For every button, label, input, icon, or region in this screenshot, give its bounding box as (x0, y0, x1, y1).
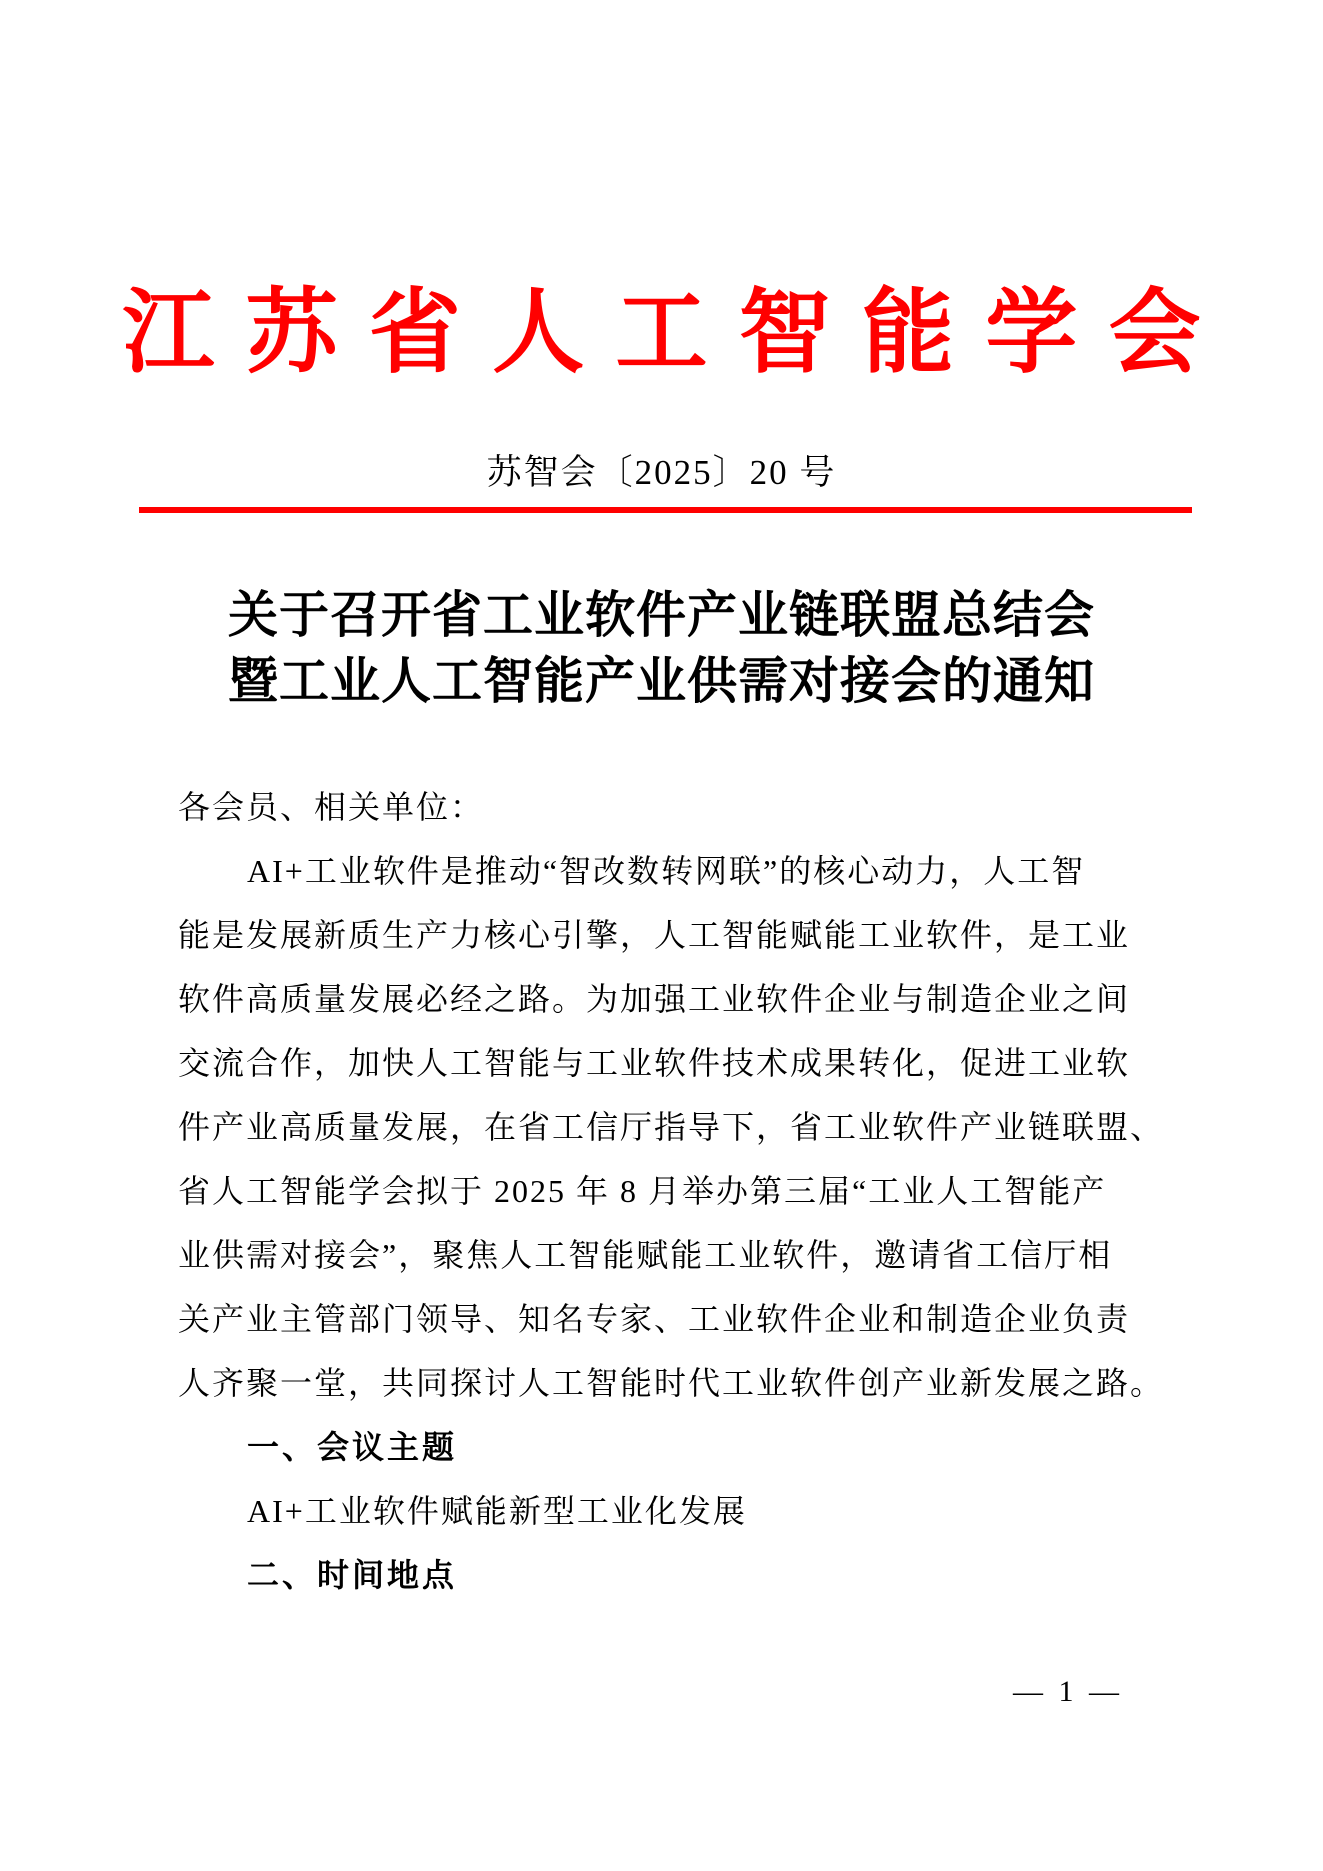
body-line: 人齐聚一堂，共同探讨人工智能时代工业软件创产业新发展之路。 (178, 1365, 1165, 1401)
section-heading-2: 二、时间地点 (247, 1557, 458, 1593)
body-line: AI+工业软件是推动“智改数转网联”的核心动力，人工智 (247, 853, 1086, 889)
salutation-line: 各会员、相关单位： (178, 789, 485, 825)
body-line: 能是发展新质生产力核心引擎，人工智能赋能工业软件，是工业 (178, 917, 1131, 953)
body-line: 关产业主管部门领导、知名专家、工业软件企业和制造企业负责 (178, 1301, 1131, 1337)
body-line: 软件高质量发展必经之路。为加强工业软件企业与制造企业之间 (178, 981, 1131, 1017)
page-number: — 1 — (1013, 1675, 1123, 1708)
doc-title-line-2: 暨工业人工智能产业供需对接会的通知 (228, 653, 1095, 709)
body-line: 业供需对接会”，聚焦人工智能赋能工业软件，邀请省工信厅相 (178, 1237, 1113, 1273)
doc-title-line-1: 关于召开省工业软件产业链联盟总结会 (228, 587, 1095, 643)
doc-number: 苏智会〔2025〕20 号 (486, 453, 837, 492)
body-text-block (178, 775, 1165, 1607)
section-1-content: AI+工业软件赋能新型工业化发展 (247, 1493, 747, 1529)
body-line: 交流合作，加快人工智能与工业软件技术成果转化，促进工业软 (178, 1045, 1131, 1081)
section-heading-1: 一、会议主题 (247, 1429, 458, 1465)
body-line: 省人工智能学会拟于 2025 年 8 月举办第三届“工业人工智能产 (178, 1173, 1107, 1209)
body-line: 件产业高质量发展，在省工信厅指导下，省工业软件产业链联盟、 (178, 1109, 1165, 1145)
org-name-header: 江苏省人工智能学会 (122, 282, 1232, 384)
doc-title (0, 582, 1323, 714)
red-divider-rule (139, 507, 1192, 513)
